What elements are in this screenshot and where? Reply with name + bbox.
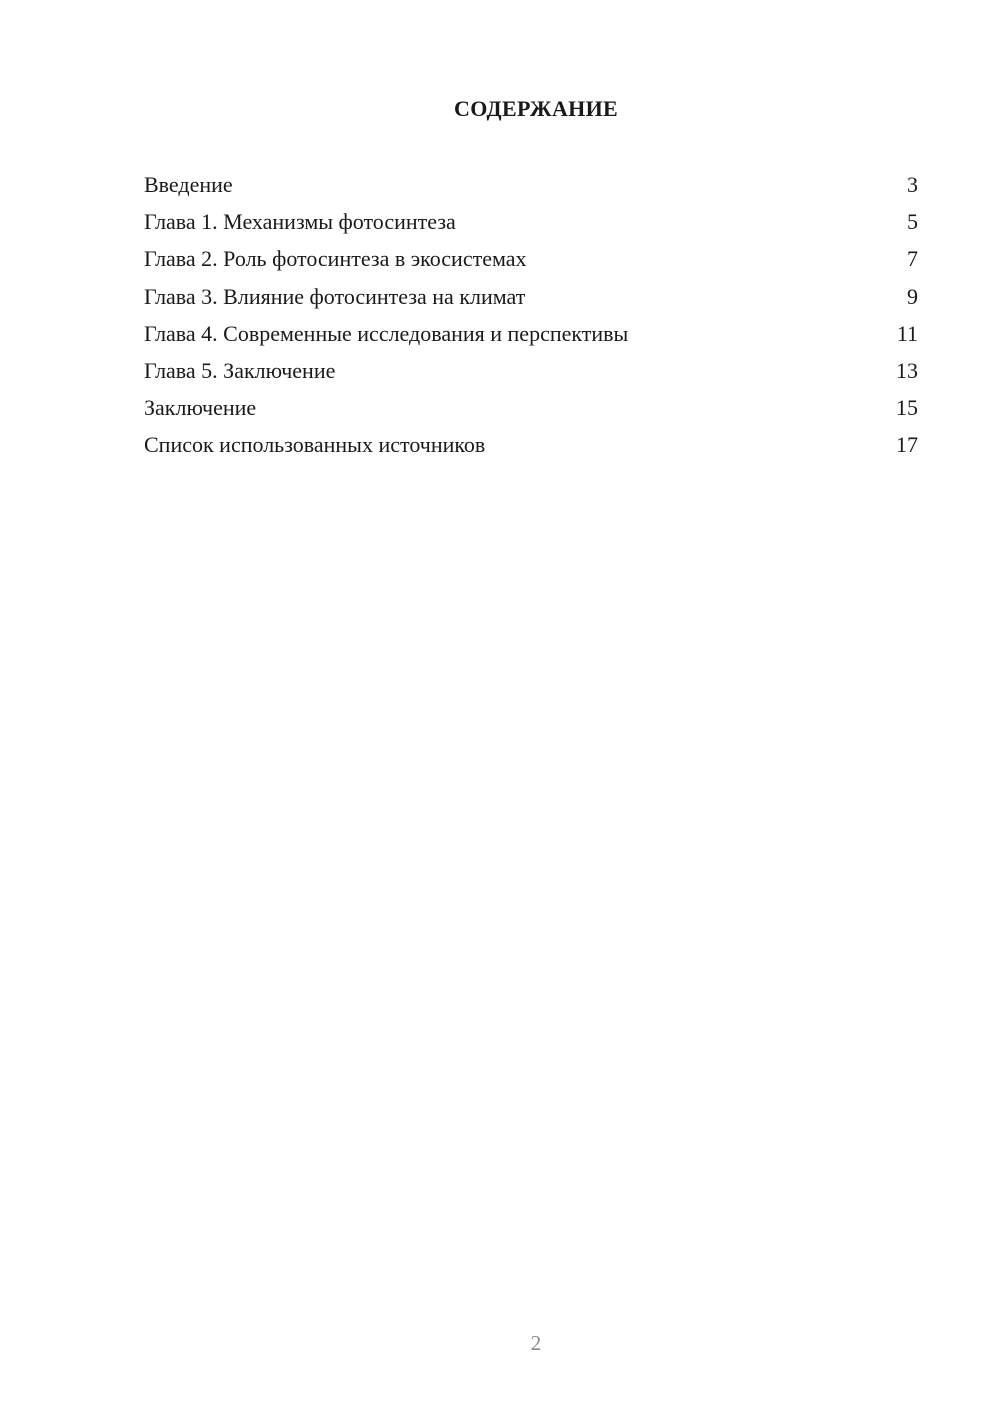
toc-entry-page: 13 (896, 357, 918, 383)
footer-page-number: 2 (530, 1331, 542, 1355)
toc-entry-page: 15 (896, 395, 918, 421)
toc-list (144, 168, 918, 466)
toc-entry-chapter-4[interactable] (144, 317, 918, 354)
toc-entry-label: Список использованных источников (144, 432, 486, 458)
toc-entry-label: Введение (144, 172, 233, 197)
toc-entry-label: Глава 1. Механизмы фотосинтеза (144, 209, 456, 235)
toc-entry-introduction[interactable] (144, 168, 918, 205)
toc-entry-label: Глава 4. Современные исследования и перспективы (144, 320, 629, 346)
toc-entry-page: 7 (907, 246, 918, 272)
toc-title: СОДЕРЖАНИЕ (454, 96, 618, 121)
toc-entry-page: 9 (907, 283, 918, 309)
toc-entry-page: 3 (907, 172, 918, 197)
toc-entry-chapter-3[interactable] (144, 280, 918, 317)
toc-entry-page: 17 (896, 432, 918, 458)
toc-entry-chapter-1[interactable] (144, 205, 918, 242)
toc-entry-conclusion[interactable] (144, 391, 918, 428)
toc-entry-chapter-5[interactable] (144, 354, 918, 391)
toc-entry-label: Глава 5. Заключение (144, 357, 336, 383)
toc-entry-references[interactable] (144, 428, 918, 465)
toc-entry-page: 5 (907, 209, 918, 235)
toc-entry-chapter-2[interactable] (144, 242, 918, 279)
toc-entry-page: 11 (896, 320, 918, 346)
toc-entry-label: Глава 3. Влияние фотосинтеза на климат (144, 283, 526, 309)
toc-entry-label: Заключение (144, 395, 257, 421)
toc-entry-label: Глава 2. Роль фотосинтеза в экосистемах (144, 246, 527, 272)
